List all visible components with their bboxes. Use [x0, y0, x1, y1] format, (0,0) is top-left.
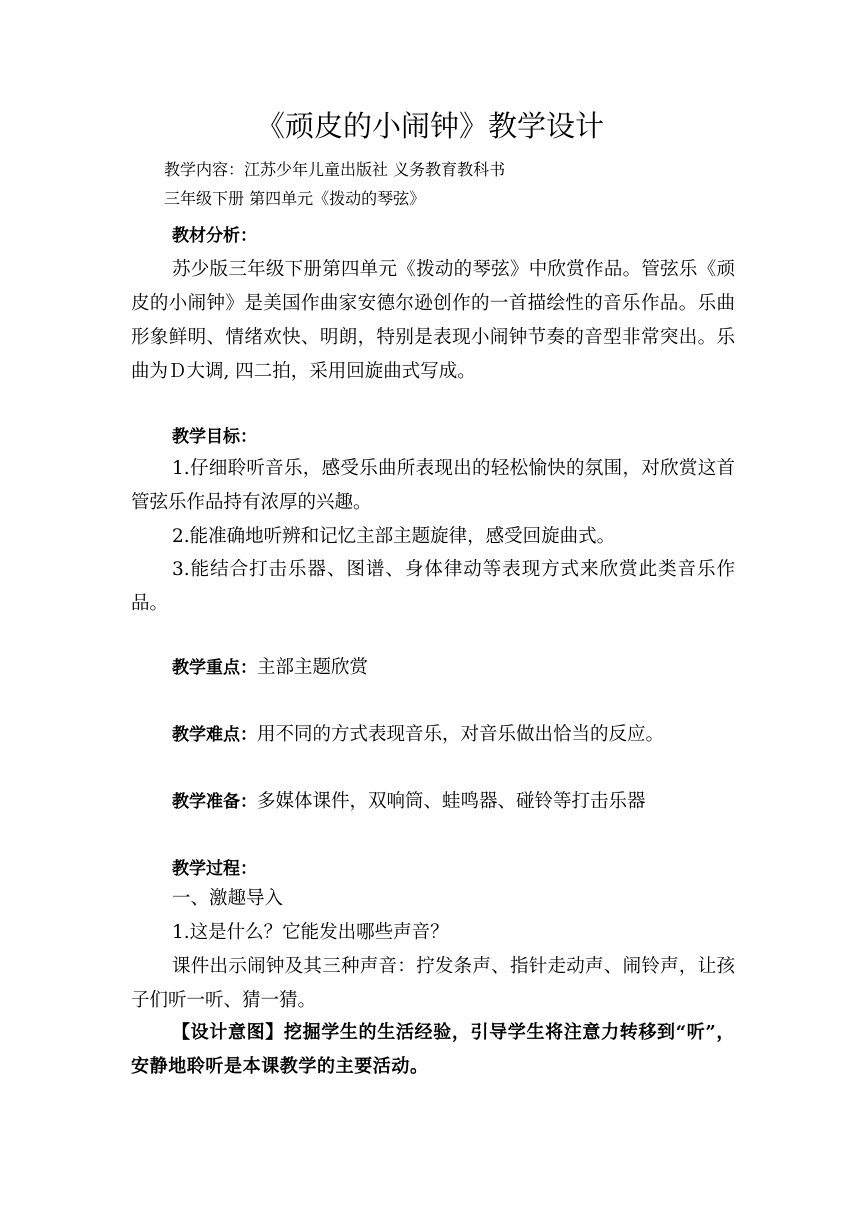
process-step-1: 1.这是什么？它能发出哪些声音？ — [172, 922, 449, 943]
goal-item-2: 2.能准确地听辨和记忆主部主题旋律，感受回旋曲式。 — [172, 526, 616, 547]
difficulty-row — [172, 722, 664, 748]
design-intent: 【设计意图】挖掘学生的生活经验，引导学生将注意力转移到“听”，安静地聆听是本课教学的主要活动。 — [131, 1022, 735, 1077]
key-point-label: 教学重点： — [172, 658, 257, 678]
goal-item-1: 1.仔细聆听音乐，感受乐曲所表现出的轻松愉快的氛围，对欣赏这首管弦乐作品持有浓厚的兴趣。 — [131, 458, 735, 513]
teaching-content-line-2: 三年级下册 第四单元《拨动的琴弦》 — [164, 189, 426, 208]
preparation-label: 教学准备： — [172, 792, 257, 812]
difficulty-value: 用不同的方式表现音乐，对音乐做出恰当的反应。 — [257, 724, 665, 745]
goals-heading: 教学目标： — [172, 427, 257, 447]
preparation-value: 多媒体课件，双响筒、蛙鸣器、碰铃等打击乐器 — [257, 791, 646, 812]
process-heading: 教学过程： — [172, 859, 257, 879]
preparation-row — [172, 789, 646, 815]
process-step-1-detail: 课件出示闹钟及其三种声音：拧发条声、指针走动声、闹铃声，让孩子们听一听、猜一猜。 — [131, 956, 735, 1011]
process-section-1: 一、激趣导入 — [172, 888, 284, 909]
key-point-row — [172, 655, 368, 681]
difficulty-label: 教学难点： — [172, 725, 257, 745]
key-point-value: 主部主题欣赏 — [257, 657, 369, 678]
analysis-paragraph: 苏少版三年级下册第四单元《拨动的琴弦》中欣赏作品。管弦乐《顽皮的小闹钟》是美国作曲家安德尔逊创作的一首描绘性的音乐作品。乐曲形象鲜明、情绪欢快、明朗，特别是表现小闹钟节奏的音型非常突出。乐曲为Ｄ大调, 四二拍，采用回旋曲式写成。 — [131, 259, 735, 382]
document-title: 《顽皮的小闹钟》教学设计 — [255, 109, 604, 143]
analysis-heading: 教材分析： — [172, 226, 257, 246]
teaching-content-line-1: 教学内容：江苏少年儿童出版社 义务教育教科书 — [164, 160, 506, 179]
goal-item-3: 3.能结合打击乐器、图谱、身体律动等表现方式来欣赏此类音乐作品。 — [131, 559, 735, 614]
